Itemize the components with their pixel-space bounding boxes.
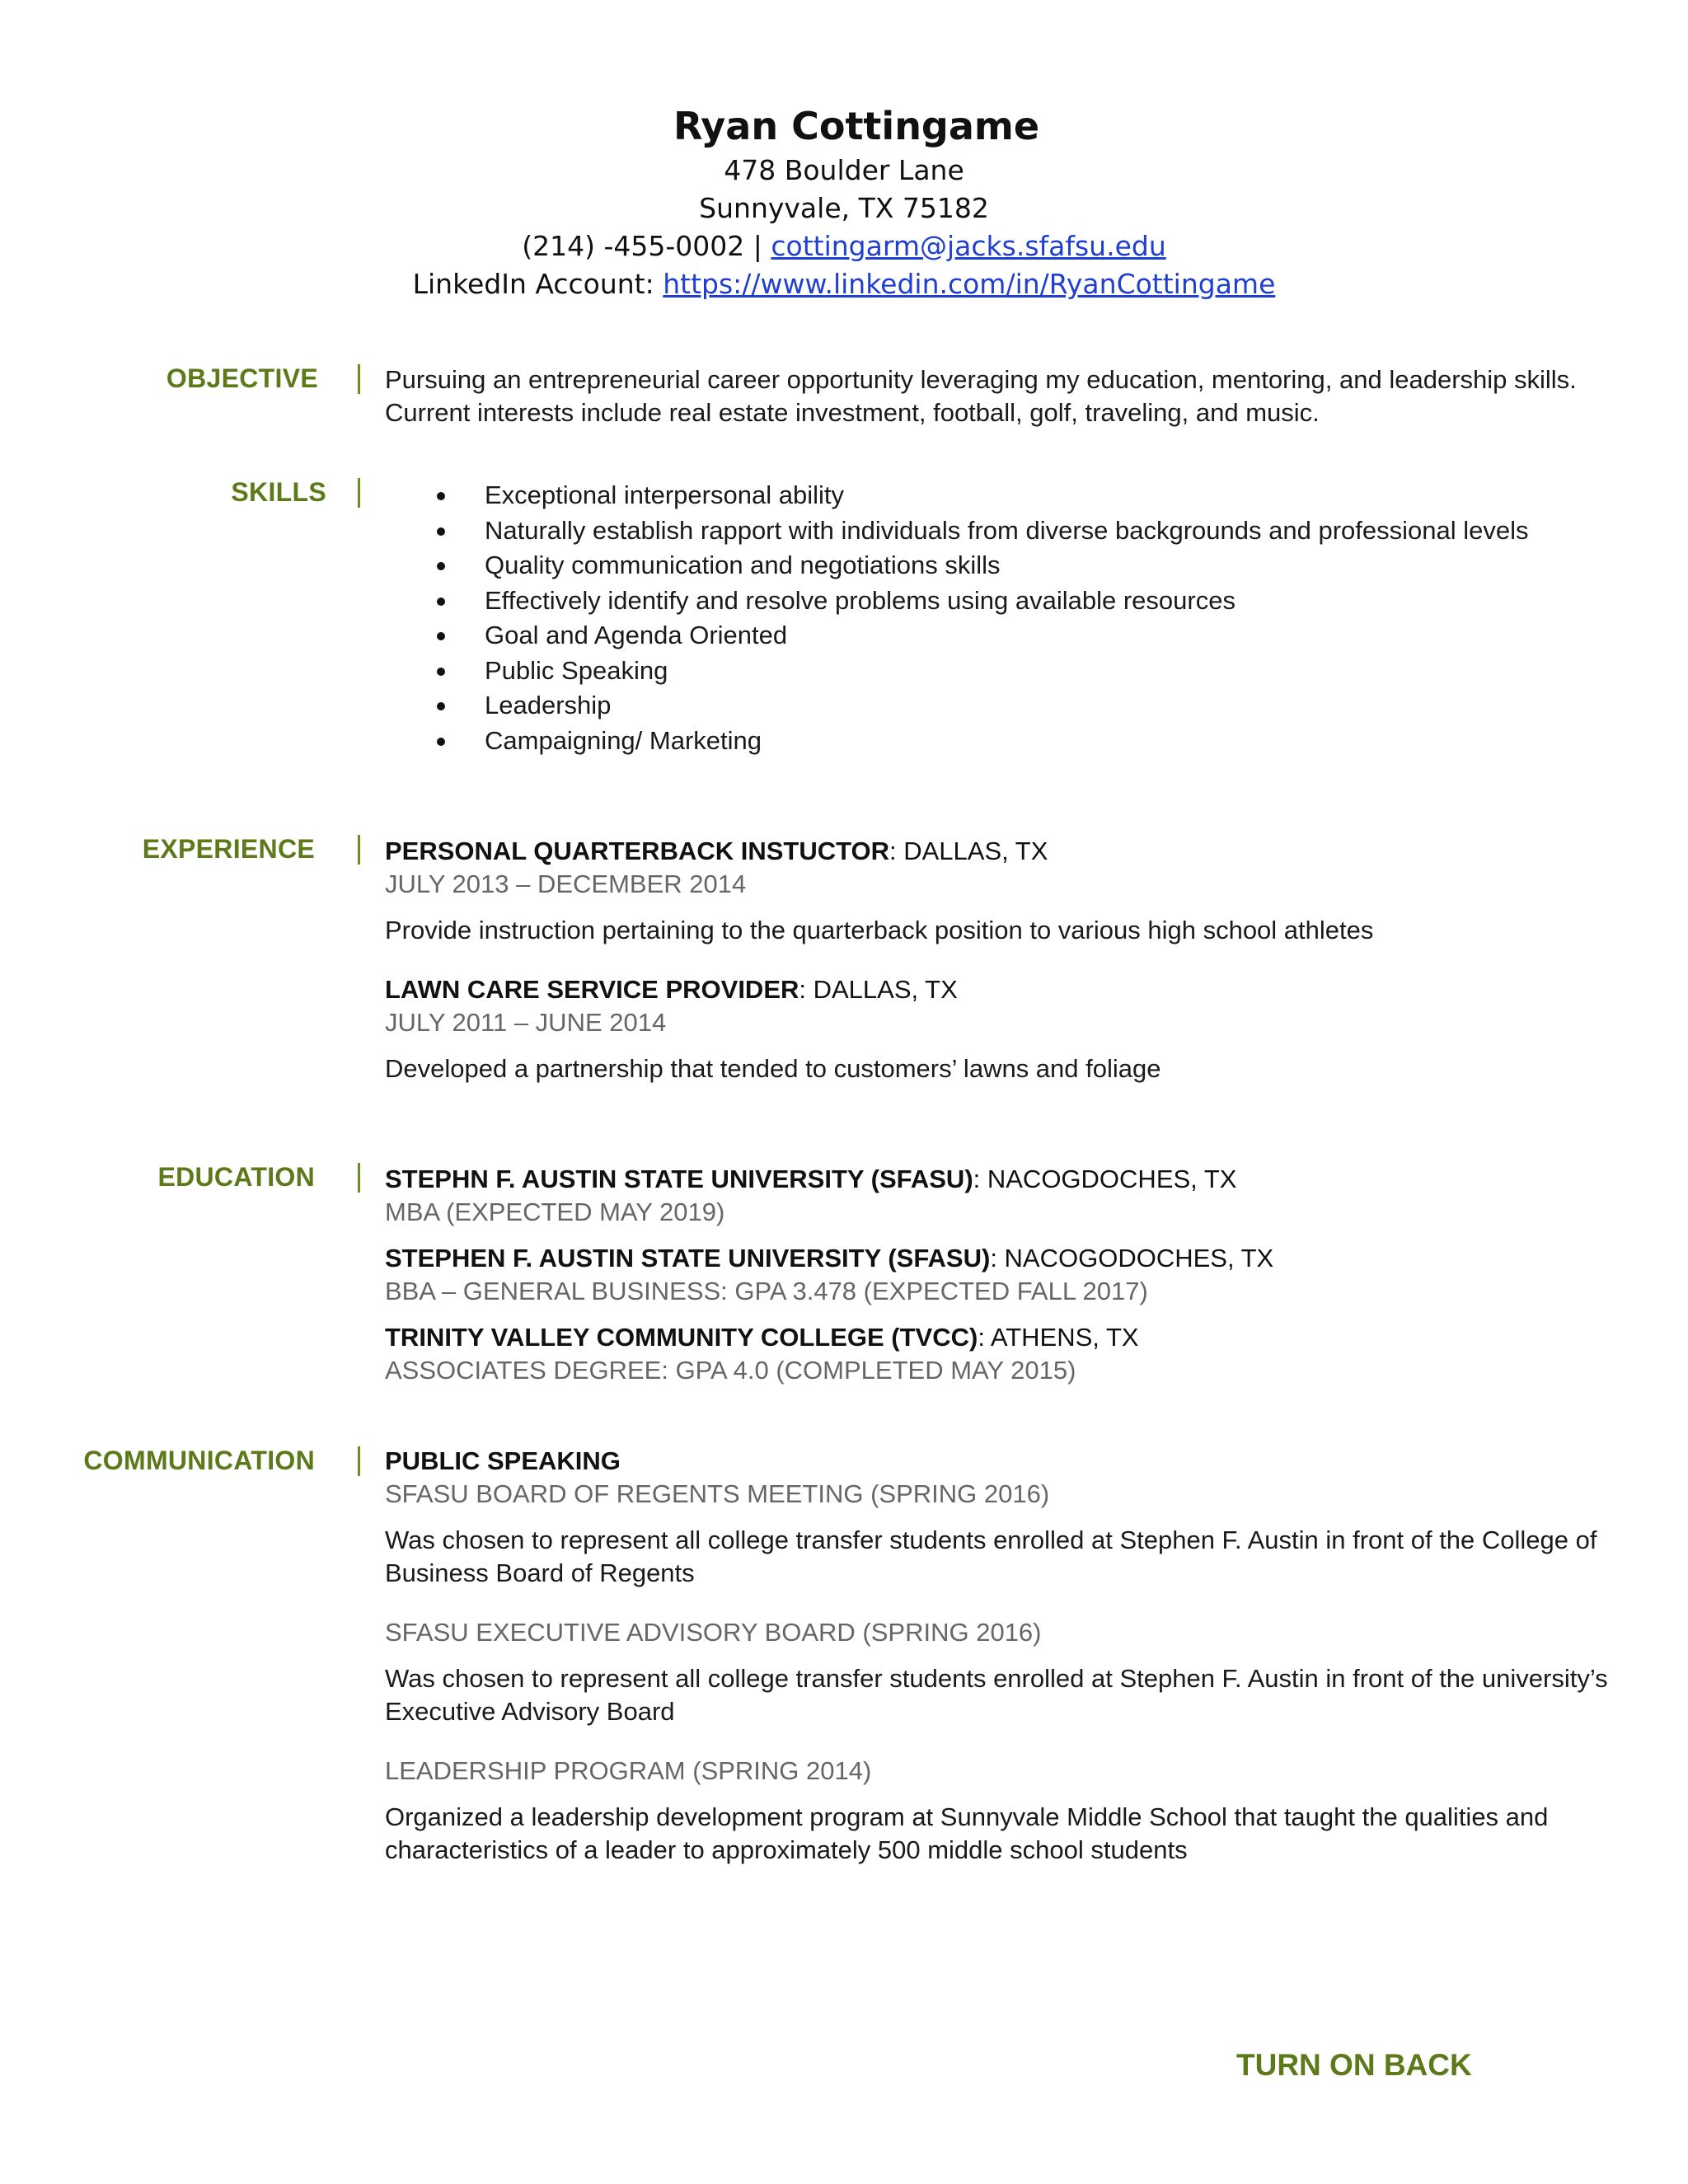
- candidate-name: Ryan Cottingame: [673, 104, 1040, 148]
- degree-info: ASSOCIATES DEGREE: GPA 4.0 (COMPLETED MAY 2015): [385, 1356, 1076, 1385]
- job-title: LAWN CARE SERVICE PROVIDER: [385, 975, 799, 1004]
- section-divider: [358, 1446, 360, 1476]
- school-entry: [385, 1242, 1629, 1308]
- list-item: Quality communication and negotiations skills: [429, 548, 1528, 583]
- resume-header: [0, 101, 1688, 303]
- email-link[interactable]: cottingarm@jacks.sfafsu.edu: [771, 230, 1166, 262]
- job-entry: [385, 835, 1629, 947]
- communication-section: [385, 1445, 1629, 1867]
- entry-title: SFASU EXECUTIVE ADVISORY BOARD (SPRING 2016): [385, 1618, 1042, 1647]
- communication-heading: PUBLIC SPEAKING: [385, 1446, 621, 1475]
- school-name: STEPHN F. AUSTIN STATE UNIVERSITY (SFASU): [385, 1165, 973, 1193]
- entry-description: Was chosen to represent all college transfer students enrolled at Stephen F. Austin in front of the College of Business Board of Regents: [385, 1526, 1597, 1587]
- city-state-zip: Sunnyvale, TX 75182: [699, 192, 989, 224]
- school-entry: [385, 1163, 1629, 1229]
- skills-list: [429, 478, 1528, 758]
- section-divider: [358, 1163, 360, 1193]
- section-divider: [358, 478, 360, 508]
- school-location: : ATHENS, TX: [978, 1323, 1139, 1352]
- education-section: [385, 1163, 1629, 1387]
- job-dates: JULY 2013 – DECEMBER 2014: [385, 869, 747, 898]
- entry-description: Organized a leadership development program at Sunnyvale Middle School that taught the qualities and characteristics of a leader to approximately 500 middle school students: [385, 1802, 1549, 1864]
- linkedin-label: LinkedIn Account:: [412, 268, 654, 300]
- list-item: Exceptional interpersonal ability: [429, 478, 1528, 513]
- school-name: STEPHEN F. AUSTIN STATE UNIVERSITY (SFASU): [385, 1244, 991, 1272]
- section-divider: [358, 835, 360, 865]
- job-location: : DALLAS, TX: [889, 837, 1048, 865]
- section-label-experience: EXPERIENCE: [142, 834, 315, 864]
- section-label-education: EDUCATION: [157, 1162, 315, 1192]
- entry-title: LEADERSHIP PROGRAM (SPRING 2014): [385, 1756, 872, 1785]
- turn-on-back-note: TURN ON BACK: [1236, 2048, 1472, 2082]
- school-location: : NACOGDOCHES, TX: [973, 1165, 1237, 1193]
- section-divider: [358, 364, 360, 394]
- job-entry: [385, 973, 1629, 1085]
- objective-text: Pursuing an entrepreneurial career opportunity leveraging my education, mentoring, and leadership skills. Current interests include real estate investment, football, golf, traveling, and music.: [385, 365, 1577, 427]
- list-item: Public Speaking: [429, 654, 1528, 689]
- section-label-skills: SKILLS: [231, 477, 326, 507]
- list-item: Effectively identify and resolve problems using available resources: [429, 583, 1528, 619]
- school-name: TRINITY VALLEY COMMUNITY COLLEGE (TVCC): [385, 1323, 978, 1352]
- job-description: Provide instruction pertaining to the quarterback position to various high school athletes: [385, 916, 1374, 944]
- experience-section: [385, 835, 1629, 1085]
- degree-info: MBA (EXPECTED MAY 2019): [385, 1197, 725, 1226]
- school-location: : NACOGODOCHES, TX: [990, 1244, 1274, 1272]
- phone-number: (214) -455-0002 |: [522, 230, 762, 262]
- job-location: : DALLAS, TX: [799, 975, 958, 1004]
- section-label-objective: OBJECTIVE: [166, 363, 318, 393]
- job-dates: JULY 2011 – JUNE 2014: [385, 1008, 667, 1037]
- section-label-communication: COMMUNICATION: [83, 1446, 315, 1475]
- job-description: Developed a partnership that tended to customers’ lawns and foliage: [385, 1054, 1161, 1083]
- entry-description: Was chosen to represent all college transfer students enrolled at Stephen F. Austin in front of the university’s Executive Advisory Board: [385, 1664, 1608, 1726]
- linkedin-line: [0, 265, 1688, 303]
- list-item: Campaigning/ Marketing: [429, 724, 1528, 759]
- objective-section: [385, 363, 1605, 429]
- degree-info: BBA – GENERAL BUSINESS: GPA 3.478 (EXPECTED FALL 2017): [385, 1277, 1148, 1305]
- list-item: Goal and Agenda Oriented: [429, 618, 1528, 654]
- list-item: Leadership: [429, 688, 1528, 724]
- linkedin-link[interactable]: https://www.linkedin.com/in/RyanCottingame: [663, 268, 1276, 300]
- list-item: Naturally establish rapport with individuals from diverse backgrounds and professional levels: [429, 513, 1528, 549]
- contact-line: [0, 227, 1688, 265]
- street-address: 478 Boulder Lane: [724, 154, 964, 186]
- entry-title: SFASU BOARD OF REGENTS MEETING (SPRING 2016): [385, 1479, 1050, 1508]
- job-title: PERSONAL QUARTERBACK INSTUCTOR: [385, 837, 889, 865]
- school-entry: [385, 1321, 1629, 1387]
